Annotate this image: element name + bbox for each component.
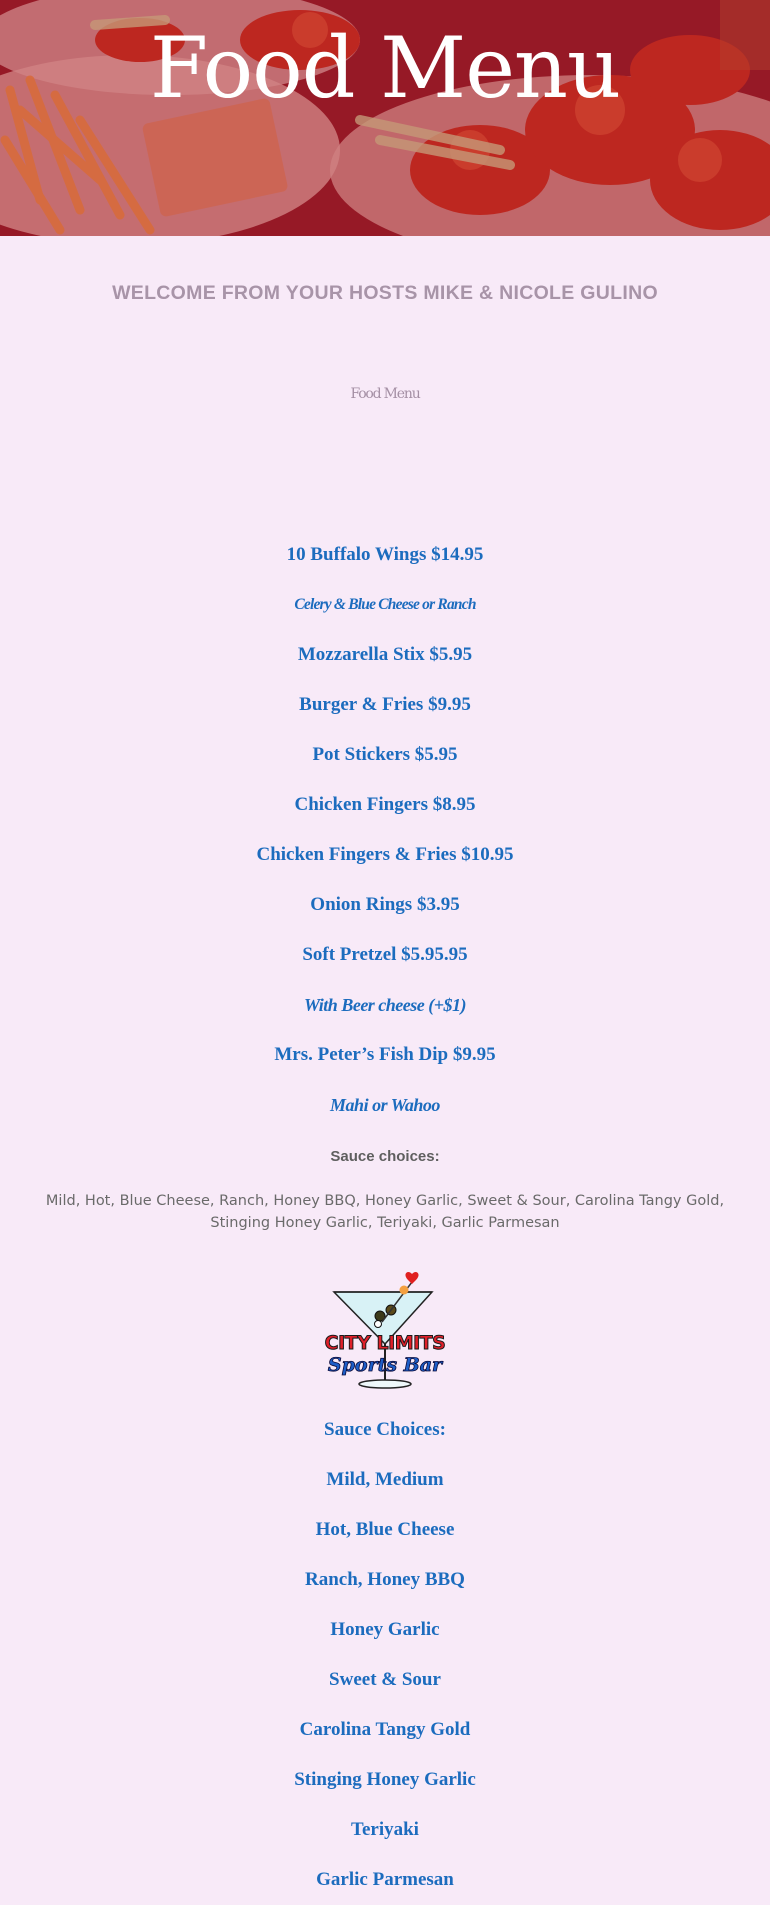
menu-item: Burger & Fries $9.95: [299, 694, 471, 715]
hero-banner: [0, 0, 770, 236]
menu-item: Chicken Fingers $8.95: [294, 794, 476, 815]
sauce-item: Stinging Honey Garlic: [294, 1769, 476, 1790]
menu-item-note: Mahi or Wahoo: [330, 1095, 440, 1115]
sauce-item: Sweet & Sour: [329, 1669, 441, 1690]
sauce-choices-list: Mild, Hot, Blue Cheese, Ranch, Honey BBQ, Honey Garlic, Sweet & Sour, Carolina Tangy Gold, Stinging Honey Garlic, Teriyaki, Garlic Parmesan: [45, 1193, 725, 1231]
sauce-choices-items: [0, 1405, 770, 1905]
menu-item: Onion Rings $3.95: [310, 894, 460, 915]
menu-item-note: Celery & Blue Cheese or Ranch: [294, 596, 476, 613]
menu-item: Mrs. Peter’s Fish Dip $9.95: [274, 1044, 496, 1065]
sauce-item: Carolina Tangy Gold: [299, 1719, 471, 1740]
sauce-item: Mild, Medium: [326, 1469, 444, 1490]
menu-item: Soft Pretzel $5.95.95: [302, 944, 468, 965]
sauce-choices-title: Sauce Choices:: [324, 1419, 446, 1440]
menu-item: Pot Stickers $5.95: [312, 744, 458, 765]
logo-text-sports-bar: Sports Bar: [327, 1354, 443, 1376]
food-menu-subtitle: Food Menu: [350, 386, 420, 402]
menu-item: Chicken Fingers & Fries $10.95: [256, 844, 514, 865]
menu-item: 10 Buffalo Wings $14.95: [286, 544, 484, 565]
sauce-choices-heading: Sauce choices:: [330, 1148, 440, 1165]
sauce-item: Teriyaki: [351, 1819, 419, 1840]
sauce-item: Honey Garlic: [330, 1619, 440, 1640]
menu-item: Mozzarella Stix $5.95: [297, 644, 473, 665]
menu-items-list: [0, 530, 770, 1130]
welcome-heading: WELCOME FROM YOUR HOSTS MIKE & NICOLE GULINO: [112, 282, 658, 304]
sauce-item: Garlic Parmesan: [316, 1869, 454, 1890]
sauce-item: Ranch, Honey BBQ: [305, 1569, 465, 1590]
sauce-item: Hot, Blue Cheese: [315, 1519, 455, 1540]
page-title: Food Menu: [149, 19, 621, 117]
logo-text-city-limits: CITY LIMITS: [324, 1332, 446, 1354]
menu-item-note: With Beer cheese (+$1): [303, 995, 467, 1015]
city-limits-logo: [312, 1270, 458, 1394]
